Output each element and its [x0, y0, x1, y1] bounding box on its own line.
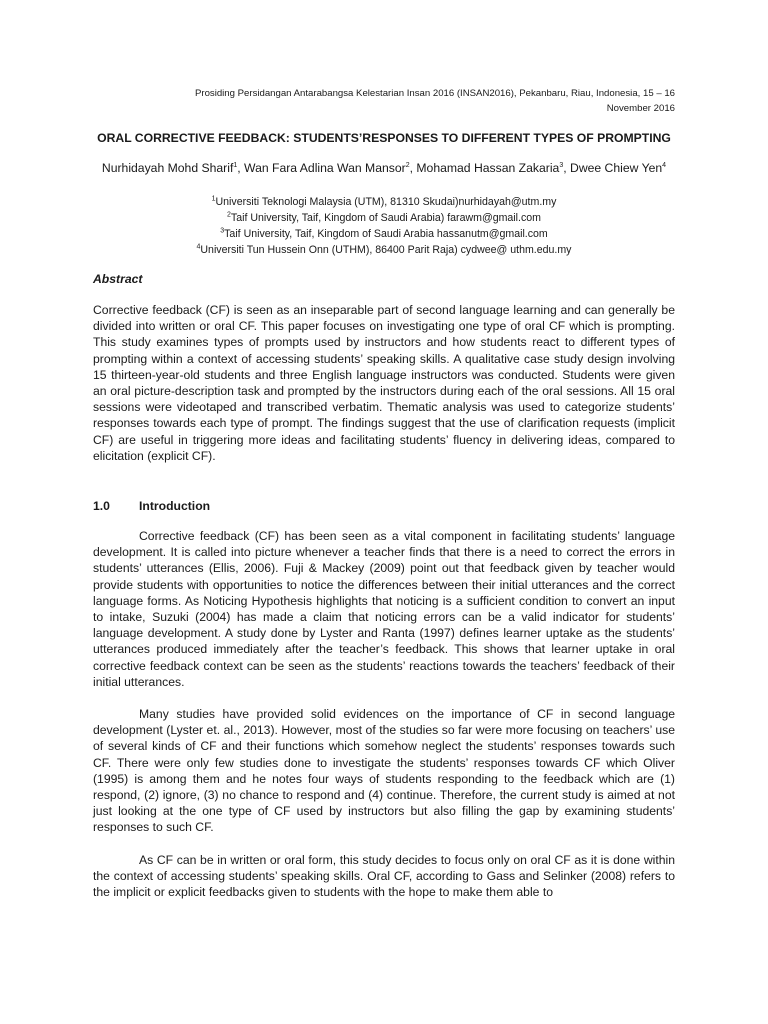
- author-name: Dwee Chiew Yen: [570, 161, 663, 175]
- author-mark: 4: [662, 161, 667, 169]
- author-mark: 3: [559, 161, 564, 169]
- abstract-text: Corrective feedback (CF) is seen as an inseparable part of second language learning and can generally be divided into written or oral CF. This paper focuses on investigating one type of oral CF which is prompting. This study examines types of prompts used by instructors and how students react to different types of prompting within a context of accessing students’ speaking skills. A qualitative case study design involving 15 thirteen-year-old students and three English language instructors was conducted. Students were given an oral picture-description task and prompted by the instructors during each of the oral sessions. All 15 oral sessions were videotaped and transcribed verbatim. Thematic analysis was used to categorize students’ responses towards each type of prompt. The findings suggest that the use of clarification requests (implicit CF) are useful in triggering more ideas and facilitating students’ fluency in delivering ideas, compared to elicitation (explicit CF).: [93, 303, 675, 463]
- affiliation-item: [93, 242, 675, 258]
- proceedings-line-2: November 2016: [606, 103, 675, 114]
- abstract-heading: Abstract: [93, 272, 143, 286]
- affiliation-item: [93, 226, 675, 242]
- section-heading: [93, 499, 675, 513]
- affiliation-item: [93, 210, 675, 226]
- affiliation-list: [93, 194, 675, 258]
- author-name: Nurhidayah Mohd Sharif: [101, 161, 234, 175]
- proceedings-header: [93, 86, 675, 116]
- author-name: Wan Fara Adlina Wan Mansor: [244, 161, 406, 175]
- author-mark: 1: [233, 161, 238, 169]
- author-name: Mohamad Hassan Zakaria: [416, 161, 560, 175]
- paper-title: ORAL CORRECTIVE FEEDBACK: STUDENTS’RESPONSES TO DIFFERENT TYPES OF PROMPTING: [97, 131, 671, 145]
- affiliation-mark: 3: [220, 227, 225, 235]
- affiliation-mark: 4: [196, 243, 201, 251]
- paper-page: [93, 86, 675, 900]
- body-paragraph: Corrective feedback (CF) has been seen as a vital component in facilitating students’ language development. It is called into picture whenever a teacher finds that there is a need to correct the errors in students’ utterances (Ellis, 2006). Fuji & Mackey (2009) point out that feedback given by teacher would provide students with opportunities to notice the differences between their initial utterances and the correct language forms. As Noticing Hypothesis highlights that noticing is a sufficient condition to convert an input to intake, Suzuki (2004) has made a claim that noticing errors can be a valid indicator for students’ language development. A study done by Lyster and Ranta (1997) defines learner uptake as the students’ utterances produced immediately after the teacher’s feedback. This shows that learner uptake in oral corrective feedback context can be seen as the students’ reactions towards the teachers’ feedback of their initial utterances.: [93, 529, 675, 689]
- affiliation-mark: 2: [227, 211, 231, 219]
- author-list: Nurhidayah Mohd Sharif$^1$, Wan Fara Adlina Wan Mansor$^2$, Mohamad Hassan Zakaria$^3$, Dwee Chiew Yen$^4$: [101, 161, 667, 175]
- affiliation-item: [93, 194, 675, 210]
- affiliation-text: Universiti Teknologi Malaysia (UTM), 81310 Skudai)nurhidayah@utm.my: [215, 196, 557, 208]
- affiliation-text: Taif University, Taif, Kingdom of Saudi Arabia) farawm@gmail.com: [230, 212, 541, 224]
- affiliation-text: Universiti Tun Hussein Onn (UTHM), 86400 Parit Raja) cydwee@ uthm.edu.my: [200, 244, 572, 256]
- proceedings-line-1: Prosiding Persidangan Antarabangsa Kelestarian Insan 2016 (INSAN2016), Pekanbaru, Riau, Indonesia, 15 – 16: [194, 88, 675, 99]
- body-paragraph: As CF can be in written or oral form, this study decides to focus only on oral CF as it is done within the context of accessing students’ speaking skills. Oral CF, according to Gass and Selinker (2008) refers to the implicit or explicit feedbacks given to students with the hope to make them able to: [93, 852, 675, 900]
- affiliation-mark: 1: [211, 195, 216, 203]
- body-paragraph: Many studies have provided solid evidences on the importance of CF in second language development (Lyster et. al., 2013). However, most of the studies so far were more focusing on teachers’ use of several kinds of CF and their functions which somehow neglect the students’ responses towards such CF. There were only few studies done to investigate the students’ responses towards CF which Oliver (1995) is among them and he notes four ways of students responding to the feedback which are (1) respond, (2) ignore, (3) no chance to respond and (4) continue. Therefore, the current study is aimed at not just looking at the one type of CF used by instructors but also filling the gap by examining students’ responses to such CF.: [93, 707, 675, 835]
- author-mark: 2: [405, 161, 410, 169]
- section-title: Introduction: [139, 499, 211, 514]
- section-number: 1.0: [93, 499, 110, 514]
- affiliation-text: Taif University, Taif, Kingdom of Saudi Arabia hassanutm@gmail.com: [224, 228, 548, 240]
